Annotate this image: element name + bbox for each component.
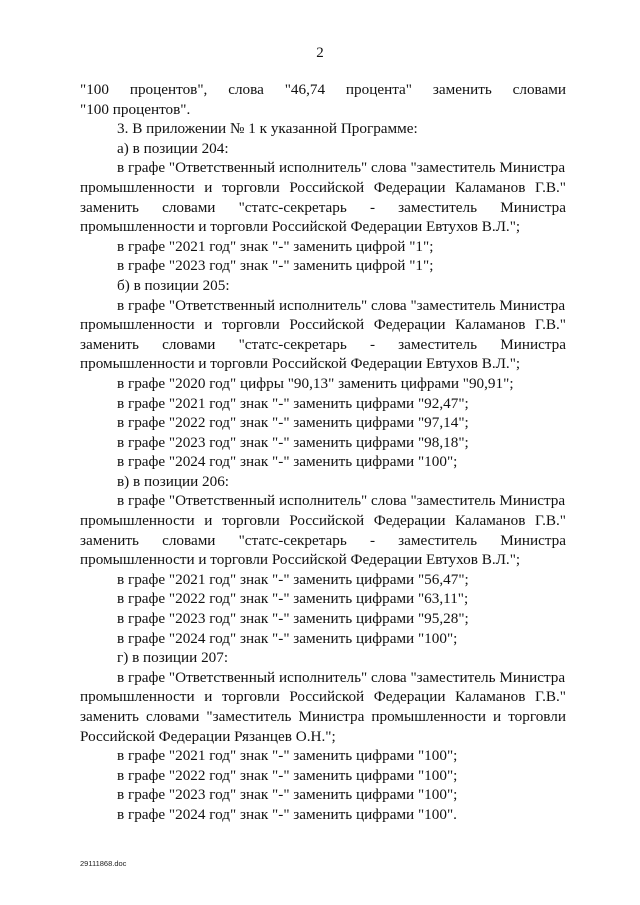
text-line: Российской Федерации Рязанцев О.Н."; — [80, 727, 336, 745]
text-line: а) в позиции 204: — [117, 139, 229, 157]
text-line: заменить словами "статс-секретарь - заместитель Министра — [80, 335, 566, 353]
text-line: заменить словами "заместитель Министра промышленности и торговли — [80, 708, 566, 725]
text-line: промышленности и торговли Российской Федерации Каламанов Г.В." — [80, 178, 566, 196]
text-line: в) в позиции 206: — [117, 472, 230, 490]
text-line: 3. В приложении № 1 к указанной Программе: — [117, 120, 418, 138]
text-line: в графе "2024 год" знак "-" заменить цифрами "100"; — [117, 453, 458, 471]
text-line: в графе "Ответственный исполнитель" слова "заместитель Министра — [117, 296, 566, 314]
text-line: в графе "2023 год" знак "-" заменить цифрами "100"; — [117, 786, 458, 804]
text-line: промышленности и торговли Российской Федерации Евтухов В.Л."; — [80, 551, 521, 569]
page-number: 2 — [316, 45, 324, 61]
text-line: "100 процентов", слова "46,74 процента" заменить словами — [80, 81, 566, 98]
text-line: в графе "2022 год" знак "-" заменить цифрами "97,14"; — [117, 414, 469, 432]
text-line: промышленности и торговли Российской Федерации Каламанов Г.В." — [80, 316, 566, 334]
text-line: в графе "2023 год" знак "-" заменить цифрами "95,28"; — [117, 610, 469, 628]
text-line: заменить словами "статс-секретарь - заместитель Министра — [80, 198, 566, 216]
text-line: промышленности и торговли Российской Федерации Евтухов В.Л."; — [80, 355, 521, 373]
text-line: в графе "2021 год" знак "-" заменить цифрами "56,47"; — [117, 570, 469, 588]
text-line: "100 процентов". — [80, 100, 191, 118]
text-line: промышленности и торговли Российской Федерации Евтухов В.Л."; — [80, 218, 521, 236]
text-line: в графе "2024 год" знак "-" заменить цифрами "100". — [117, 805, 457, 823]
text-line: промышленности и торговли Российской Федерации Каламанов Г.В." — [80, 512, 566, 530]
text-line: заменить словами "статс-секретарь - заместитель Министра — [80, 531, 566, 549]
text-line: в графе "2021 год" знак "-" заменить цифрами "100"; — [117, 747, 458, 765]
text-line: в графе "2021 год" знак "-" заменить цифрами "92,47"; — [117, 394, 469, 412]
text-line: в графе "2020 год" цифры "90,13" заменить цифрами "90,91"; — [117, 374, 514, 392]
text-line: в графе "Ответственный исполнитель" слова "заместитель Министра — [117, 668, 566, 686]
file-name-footer: 29111868.doc — [80, 859, 127, 868]
text-line: г) в позиции 207: — [117, 649, 229, 667]
document-body — [80, 80, 566, 825]
text-line: в графе "Ответственный исполнитель" слова "заместитель Министра — [117, 159, 566, 177]
text-line: в графе "2023 год" знак "-" заменить цифрами "98,18"; — [117, 433, 469, 451]
text-line: в графе "2022 год" знак "-" заменить цифрами "100"; — [117, 766, 458, 784]
text-line: в графе "2021 год" знак "-" заменить цифрой "1"; — [117, 237, 434, 255]
text-line: в графе "2023 год" знак "-" заменить цифрой "1"; — [117, 257, 434, 275]
text-line: в графе "Ответственный исполнитель" слова "заместитель Министра — [117, 492, 566, 510]
text-line: б) в позиции 205: — [117, 276, 230, 294]
text-line: в графе "2022 год" знак "-" заменить цифрами "63,11"; — [117, 590, 469, 608]
text-line: промышленности и торговли Российской Федерации Каламанов Г.В." — [80, 688, 566, 706]
text-line: в графе "2024 год" знак "-" заменить цифрами "100"; — [117, 629, 458, 647]
